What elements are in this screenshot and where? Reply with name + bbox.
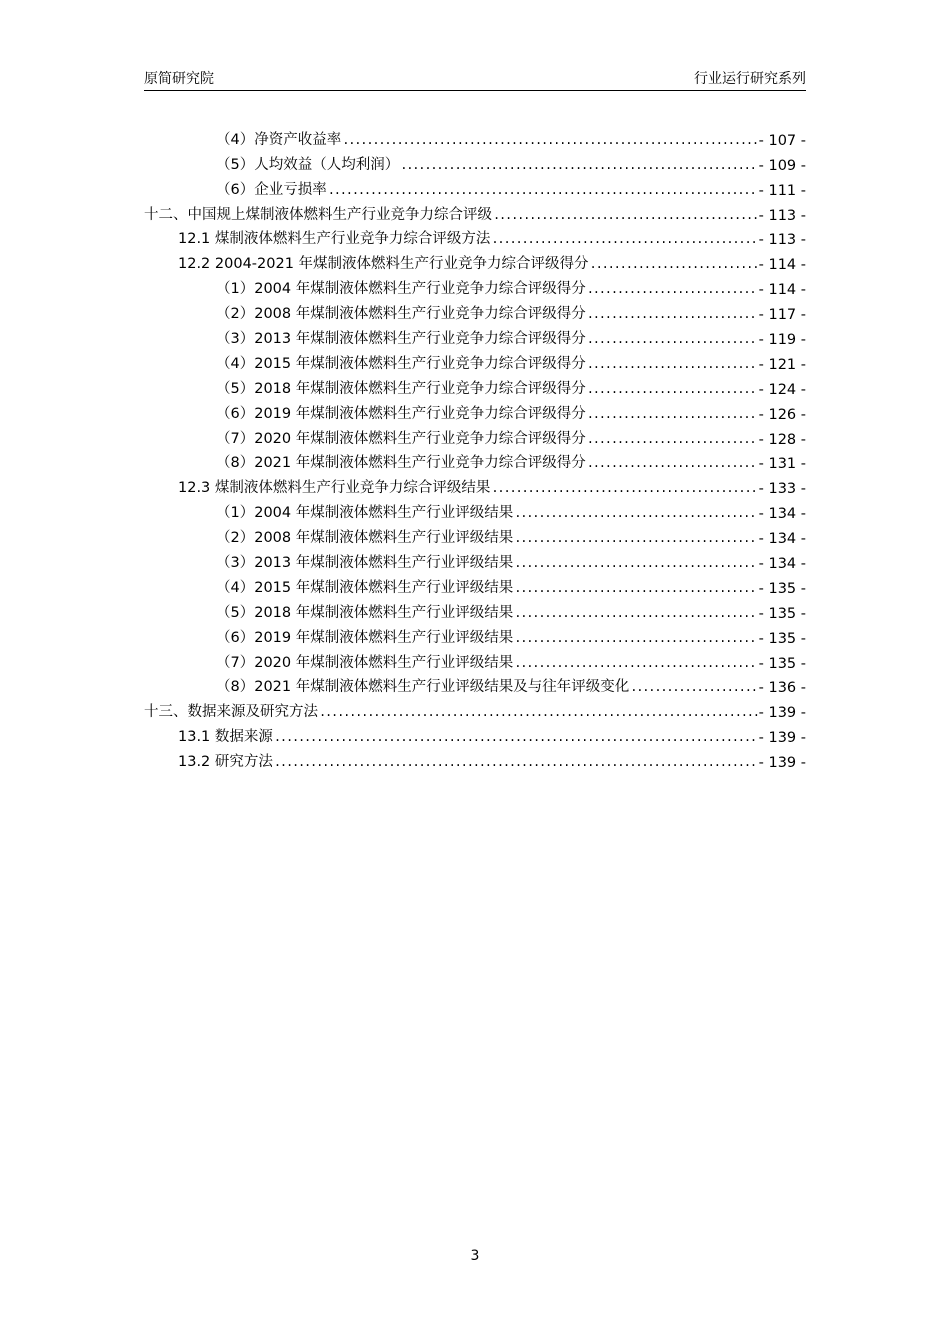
toc-dot-leader <box>342 133 757 147</box>
toc-entry-page: - 113 - <box>758 232 806 249</box>
toc-entry-page: - 119 - <box>758 332 806 349</box>
toc-entry-title: （4）2015 年煤制液体燃料生产行业评级结果 <box>216 579 514 596</box>
toc-entry-title: （3）2013 年煤制液体燃料生产行业竞争力综合评级得分 <box>216 331 586 348</box>
toc-entry-page: - 131 - <box>758 456 806 473</box>
toc-dot-leader <box>514 581 757 595</box>
toc-entry[interactable] <box>144 373 806 398</box>
toc-entry[interactable] <box>144 597 806 622</box>
toc-entry[interactable] <box>144 647 806 672</box>
toc-entry-page: - 139 - <box>758 705 806 722</box>
toc-entry[interactable] <box>144 672 806 697</box>
toc-dot-leader <box>587 407 758 421</box>
page-number: 3 <box>470 1248 480 1264</box>
toc-dot-leader <box>590 257 758 271</box>
toc-entry-title: （1）2004 年煤制液体燃料生产行业竞争力综合评级得分 <box>216 281 586 298</box>
toc-entry-page: - 134 - <box>758 506 806 523</box>
toc-dot-leader <box>319 705 758 719</box>
toc-entry-page: - 135 - <box>758 580 806 597</box>
toc-dot-leader <box>587 307 758 321</box>
toc-entry[interactable] <box>144 323 806 348</box>
toc-dot-leader <box>630 680 757 694</box>
toc-entry-page: - 135 - <box>758 655 806 672</box>
toc-dot-leader <box>514 606 757 620</box>
toc-entry-page: - 114 - <box>758 282 806 299</box>
toc-entry[interactable] <box>144 497 806 522</box>
toc-dot-leader <box>274 730 758 744</box>
toc-entry[interactable] <box>144 522 806 547</box>
toc-entry[interactable] <box>144 174 806 199</box>
toc-dot-leader <box>587 332 758 346</box>
toc-entry[interactable] <box>144 199 806 224</box>
toc-dot-leader <box>514 556 757 570</box>
toc-entry-title: 12.1 煤制液体燃料生产行业竞争力综合评级方法 <box>178 231 491 248</box>
toc-entry-title: 十二、中国规上煤制液体燃料生产行业竞争力综合评级 <box>144 206 492 223</box>
toc-entry-page: - 136 - <box>758 680 806 697</box>
toc-entry-title: 十三、数据来源及研究方法 <box>144 704 318 721</box>
toc-entry-title: （6）企业亏损率 <box>216 181 327 198</box>
toc-entry-page: - 135 - <box>758 605 806 622</box>
toc-entry[interactable] <box>144 696 806 721</box>
toc-entry[interactable] <box>144 448 806 473</box>
toc-entry-page: - 107 - <box>758 132 806 149</box>
toc-entry-title: 13.1 数据来源 <box>178 729 273 746</box>
toc-entry-title: （8）2021 年煤制液体燃料生产行业竞争力综合评级得分 <box>216 455 586 472</box>
header-series-title: 行业运行研究系列 <box>694 71 806 87</box>
toc-entry-title: （6）2019 年煤制液体燃料生产行业评级结果 <box>216 629 514 646</box>
toc-entry-title: （4）净资产收益率 <box>216 131 342 148</box>
toc-dot-leader <box>514 656 757 670</box>
toc-entry[interactable] <box>144 398 806 423</box>
toc-entry-title: （8）2021 年煤制液体燃料生产行业评级结果及与往年评级变化 <box>216 679 630 696</box>
toc-entry-title: （2）2008 年煤制液体燃料生产行业竞争力综合评级得分 <box>216 306 586 323</box>
toc-entry-title: （3）2013 年煤制液体燃料生产行业评级结果 <box>216 555 514 572</box>
toc-entry[interactable] <box>144 149 806 174</box>
toc-entry[interactable] <box>144 721 806 746</box>
toc-dot-leader <box>587 282 758 296</box>
toc-dot-leader <box>274 755 758 769</box>
toc-entry-page: - 114 - <box>758 257 806 274</box>
toc-entry-title: （5）2018 年煤制液体燃料生产行业竞争力综合评级得分 <box>216 380 586 397</box>
toc-entry-page: - 124 - <box>758 381 806 398</box>
toc-entry-page: - 135 - <box>758 630 806 647</box>
toc-entry-title: （4）2015 年煤制液体燃料生产行业竞争力综合评级得分 <box>216 355 586 372</box>
toc-dot-leader <box>491 481 757 495</box>
toc-entry[interactable] <box>144 622 806 647</box>
toc-entry-page: - 134 - <box>758 531 806 548</box>
toc-entry[interactable] <box>144 124 806 149</box>
toc-dot-leader <box>587 456 758 470</box>
toc-entry-title: （1）2004 年煤制液体燃料生产行业评级结果 <box>216 505 514 522</box>
toc-dot-leader <box>587 357 758 371</box>
toc-dot-leader <box>491 232 757 246</box>
page-header <box>144 66 806 91</box>
toc-entry-title: 12.2 2004-2021 年煤制液体燃料生产行业竞争力综合评级得分 <box>178 256 589 273</box>
toc-entry[interactable] <box>144 348 806 373</box>
toc-entry[interactable] <box>144 423 806 448</box>
toc-entry-page: - 133 - <box>758 481 806 498</box>
toc-entry[interactable] <box>144 746 806 771</box>
toc-entry-page: - 134 - <box>758 556 806 573</box>
toc-entry-page: - 117 - <box>758 307 806 324</box>
toc-entry[interactable] <box>144 273 806 298</box>
toc-entry-page: - 139 - <box>758 755 806 772</box>
toc-dot-leader <box>514 506 757 520</box>
toc-entry-page: - 113 - <box>758 207 806 224</box>
toc-entry-title: （5）人均效益（人均利润） <box>216 156 400 173</box>
toc-dot-leader <box>328 183 758 197</box>
toc-dot-leader <box>400 158 757 172</box>
toc-entry[interactable] <box>144 224 806 249</box>
toc-entry-title: （7）2020 年煤制液体燃料生产行业竞争力综合评级得分 <box>216 430 586 447</box>
toc-entry[interactable] <box>144 298 806 323</box>
toc-entry[interactable] <box>144 248 806 273</box>
header-org-name: 原简研究院 <box>144 71 214 87</box>
toc-dot-leader <box>514 531 757 545</box>
toc-entry-page: - 128 - <box>758 431 806 448</box>
toc-entry-page: - 121 - <box>758 356 806 373</box>
toc-dot-leader <box>587 432 758 446</box>
toc-dot-leader <box>587 382 758 396</box>
toc-entry[interactable] <box>144 472 806 497</box>
toc-dot-leader <box>514 631 757 645</box>
toc-entry[interactable] <box>144 547 806 572</box>
toc-entry-title: 12.3 煤制液体燃料生产行业竞争力综合评级结果 <box>178 480 491 497</box>
toc-entry-page: - 109 - <box>758 157 806 174</box>
toc-entry-page: - 139 - <box>758 730 806 747</box>
table-of-contents <box>144 124 806 771</box>
toc-entry[interactable] <box>144 572 806 597</box>
toc-entry-title: （2）2008 年煤制液体燃料生产行业评级结果 <box>216 530 514 547</box>
toc-entry-title: （5）2018 年煤制液体燃料生产行业评级结果 <box>216 604 514 621</box>
toc-entry-title: 13.2 研究方法 <box>178 754 273 771</box>
toc-entry-page: - 126 - <box>758 406 806 423</box>
toc-entry-page: - 111 - <box>758 182 806 199</box>
toc-entry-title: （6）2019 年煤制液体燃料生产行业竞争力综合评级得分 <box>216 405 586 422</box>
toc-entry-title: （7）2020 年煤制液体燃料生产行业评级结果 <box>216 654 514 671</box>
toc-dot-leader <box>493 208 758 222</box>
